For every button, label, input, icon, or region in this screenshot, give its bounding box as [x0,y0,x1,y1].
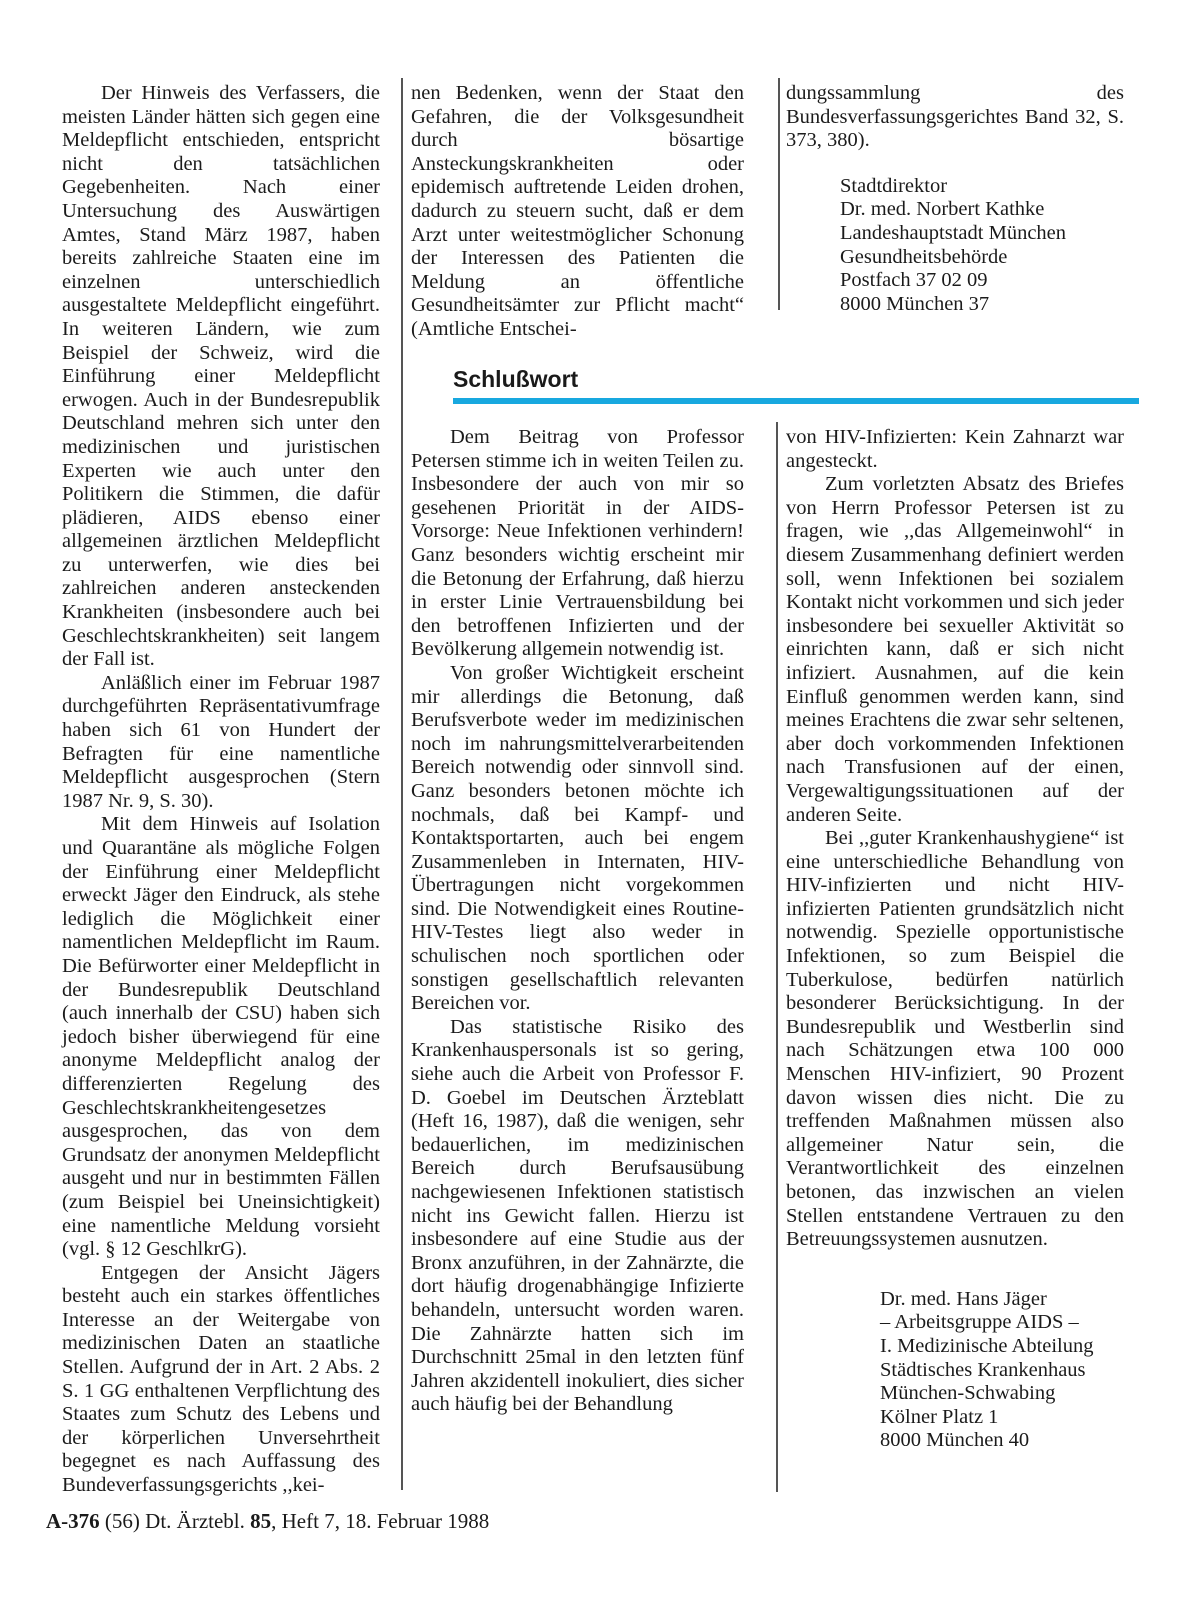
paragraph: Von großer Wichtigkeit erscheint mir allerdings die Betonung, daß Berufsverbote weder im medizinischen noch im nahrungsmittelverarbeitenden Bereich notwendig oder sinnvoll sind. Ganz besonders betonen möchte ich nochmals, daß bei Kampf- und Kontaktsportarten, auch bei engem Zusammenleben in Internaten, HIV-Übertragungen nicht vorgekommen sind. Die Notwendigkeit eines Routine-HIV-Testes liegt also weder in schulischen noch sportlichen oder sonstigen gesellschaftlich relevanten Bereichen vor. [411,661,744,1015]
page-number: A-376 [46,1509,100,1533]
signature-line: Landeshauptstadt München [840,221,1067,244]
paragraph: Bei ,,guter Krankenhaushygiene“ ist eine unterschiedliche Behandlung von HIV-infizierten und nicht HIV-infizierten Patienten grundsätzlich nicht notwendig. Spezielle opportunistische Infektionen, so zum Beispiel die Tuberkulose, bedürfen natürlich besonderer Berücksichtigung. In der Bundesrepublik und Westberlin sind nach Schätzungen etwa 100 000 Menschen HIV-infiziert, 90 Prozent davon wissen dies nicht. Die zu treffenden Maßnahmen müssen also allgemeiner Natur sein, die Verantwortlichkeit des einzelnen betonen, das inzwischen an vielen Stellen entstandene Vertrauen zu den Betreuungssystemen ausnutzen. [786,827,1124,1251]
footer-citation: (56) Dt. Ärztebl. [104,1509,245,1533]
section-heading: Schlußwort [453,366,579,392]
column-divider [401,78,403,1490]
signature-line: – Arbeitsgruppe AIDS – [880,1311,1079,1334]
paragraph: nen Bedenken, wenn der Staat den Gefahren, die der Volksgesundheit durch bösartige Ansteckungskrankheiten oder epidemisch auftretende Leiden drohen, dadurch zu steuern sucht, daß er dem Arzt unter weitestmöglicher Schonung der Interessen des Patienten die Meldung an öffentliche Gesundheitsämter zur Pflicht macht“ (Amtliche Entschei- [411,82,744,340]
signature-line: Dr. med. Hans Jäger [880,1287,1047,1310]
paragraph: Dem Beitrag von Professor Petersen stimme ich in weiten Teilen zu. Insbesondere der auch von mir so gesehenen Priorität in der AIDS-Vorsorge: Neue Infektionen verhindern! Ganz besonders wichtig erscheint mir die Betonung der Erfahrung, daß hierzu in erster Linie Vertrauensbildung bei den betroffenen Infizierten und der Bevölkerung allgemein notwendig ist. [411,426,744,661]
paragraph: Mit dem Hinweis auf Isolation und Quarantäne als mögliche Folgen der Einführung einer Meldepflicht erweckt Jäger den Eindruck, als stehe lediglich die Möglichkeit einer namentlichen Meldepflicht im Raum. Die Befürworter einer Meldepflicht in der Bundesrepublik Deutschland (auch innerhalb der CSU) haben sich jedoch bisher überwiegend für eine anonyme Meldepflicht analog der differenzierten Regelung des Geschlechtskrankheitengesetzes ausgesprochen, das von dem Grundsatz der anonymen Meldepflicht ausgeht und nur in bestimmten Fällen (zum Beispiel bei Uneinsichtigkeit) eine namentliche Meldung vorsieht (vgl. § 12 GeschlkrG). [62,813,380,1261]
paragraph: Das statistische Risiko des Krankenhauspersonals ist so gering, siehe auch die Arbeit von Professor F. D. Goebel im Deutschen Ärzteblatt (Heft 16, 1987), daß die wenigen, sehr bedauerlichen, im medizinischen Bereich durch Berufsausübung nachgewiesenen Infektionen statistisch nicht ins Gewicht fallen. Hierzu ist insbesondere auf eine Studie aus der Bronx anzuführen, in der Zahnärzte, die dort häufig drogenabhängige Infizierte behandeln, untersucht worden waren. Die Zahnärzte hatten sich im Durchschnitt 25mal in den letzten fünf Jahren akzidentell inokuliert, dies sicher auch häufig bei der Behandlung [411,1015,744,1416]
column-divider [776,422,778,1492]
paragraph: Der Hinweis des Verfassers, die meisten Länder hätten sich gegen eine Meldepflicht entschieden, entspricht nicht den tatsächlichen Gegebenheiten. Nach einer Untersuchung des Auswärtigen Amtes, Stand März 1987, haben bereits zahlreiche Staaten eine im einzelnen unterschiedlich ausgestaltete Meldepflicht eingeführt. In weiteren Ländern, wie zum Beispiel der Schweiz, wird die Einführung einer Meldepflicht erwogen. Auch in der Bundesrepublik Deutschland mehren sich unter den medizinischen und juristischen Experten wie auch unter den Politikern die Stimmen, die dafür plädieren, AIDS ebenso einer allgemeinen ärztlichen Meldepflicht zu unterwerfen, wie dies bei zahlreichen anderen ansteckenden Krankheiten (insbesondere auch bei Geschlechtskrankheiten) seit langem der Fall ist. [62,82,380,671]
signature-line: Stadtdirektor [840,174,948,197]
column-2-bottom [411,426,744,1492]
column-3-top [786,82,1124,322]
signature-line: Kölner Platz 1 [880,1405,999,1428]
column-divider [778,78,780,310]
signature-line: Gesundheitsbehörde [840,245,1008,268]
paragraph: Anläßlich einer im Februar 1987 durchgeführten Repräsentativumfrage haben sich 61 von Hundert der Befragten für eine namentliche Meldepflicht ausgesprochen (Stern 1987 Nr. 9, S. 30). [62,671,380,812]
footer-issue: , Heft 7, 18. Februar 1988 [271,1509,490,1533]
paragraph: Entgegen der Ansicht Jägers besteht auch ein starkes öffentliches Interesse an der Weitergabe von medizinischen Daten an staatliche Stellen. Aufgrund der in Art. 2 Abs. 2 S. 1 GG enthaltenen Verpflichtung des Staates zum Schutz des Lebens und der körperlichen Unversehrtheit begegnet es nach Auffassung des Bundeverfassungsgerichts ,,kei- [62,1261,380,1497]
signature-block [880,1288,1124,1453]
column-3-bottom [786,426,1124,1492]
signature-line: München-Schwabing [880,1382,1056,1405]
column-2-top [411,82,744,340]
paragraph: Zum vorletzten Absatz des Briefes von Herrn Professor Petersen ist zu fragen, wie ,,das Allgemeinwohl“ in diesem Zusammenhang definiert werden soll, wenn Infektionen bei sozialem Kontakt nicht vorkommen und sich jeder insbesondere bei sexueller Aktivität so einrichten kann, daß er sich nicht infiziert. Ausnahmen, auf die kein Einfluß genommen werden kann, sind meines Erachtens die zwar sehr seltenen, aber doch vorkommenden Infektionen nach Transfusionen auf der einen, Vergewaltigungssituationen auf der anderen Seite. [786,473,1124,826]
column-1 [62,82,380,1497]
signature-line: I. Medizinische Abteilung [880,1334,1094,1357]
heading-rule [453,398,1139,404]
signature-block [840,175,1124,317]
signature-line: Dr. med. Norbert Kathke [840,198,1045,221]
paragraph: dungssammlung des Bundesverfassungsgerichtes Band 32, S. 373, 380). [786,82,1124,152]
page-footer [46,1509,489,1534]
signature-line: 8000 München 40 [880,1429,1030,1452]
signature-line: Städtisches Krankenhaus [880,1358,1086,1381]
signature-line: 8000 München 37 [840,292,990,315]
footer-volume: 85 [250,1509,272,1533]
signature-line: Postfach 37 02 09 [840,269,988,292]
paragraph: von HIV-Infizierten: Kein Zahnarzt war angesteckt. [786,426,1124,472]
